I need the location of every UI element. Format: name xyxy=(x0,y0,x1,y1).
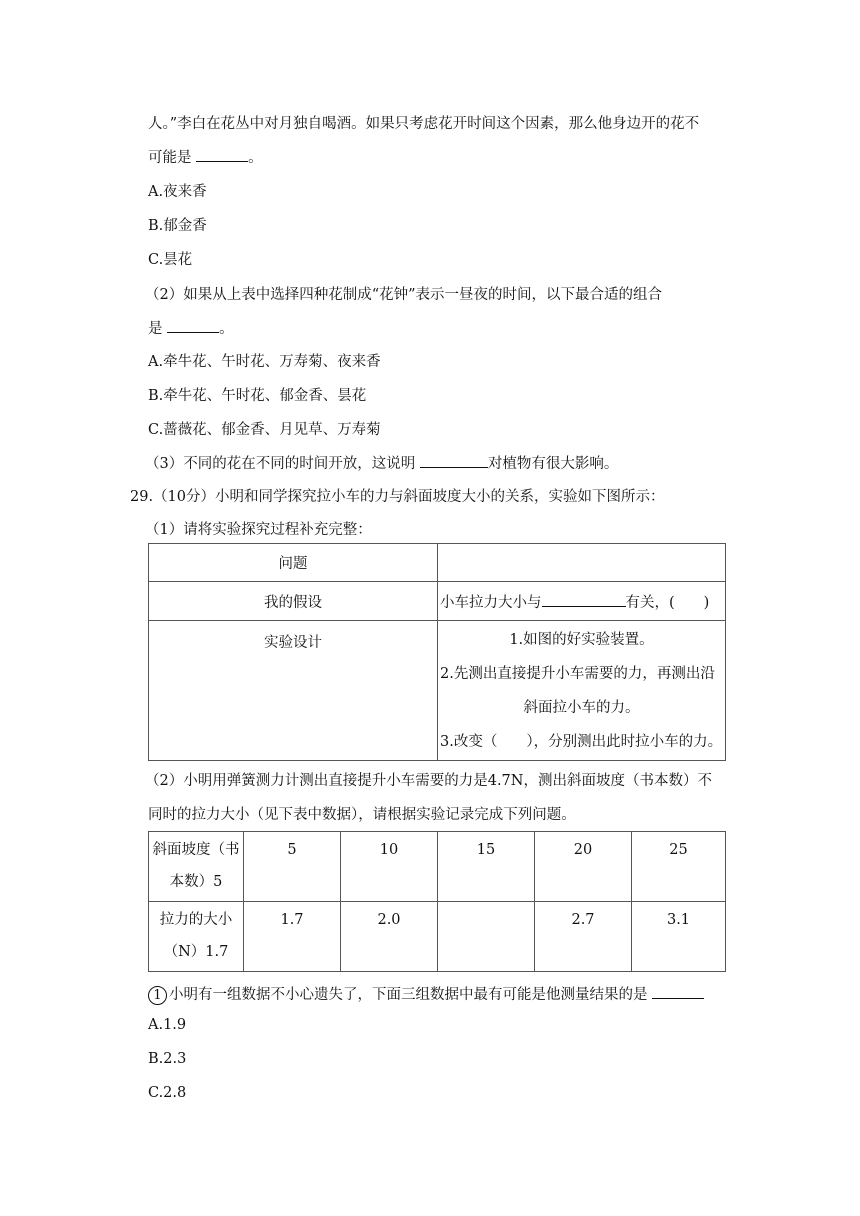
circled-number: 1 xyxy=(148,986,167,1005)
answer-blank[interactable] xyxy=(652,984,704,999)
design-step-2b: 斜面拉小车的力。 xyxy=(523,700,640,716)
hypothesis-pre: 小车拉力大小与 xyxy=(440,594,542,611)
design-step-1: 1.如图的好实验装置。 xyxy=(509,632,654,648)
slope-value: 20 xyxy=(535,832,632,902)
q29-sub2-q1-text: 小明有一组数据不小心遗失了，下面三组数据中最有可能是他测量结果的是 xyxy=(169,987,653,1003)
q28-sub2-stem: （2）如果从上表中选择四种花制成“花钟”表示一昼夜的时间，以下最合适的组合 xyxy=(145,287,663,303)
force-value: 3.1 xyxy=(632,902,726,972)
q28-sub2-option-a: A.牵牛花、午时花、万寿菊、夜来香 xyxy=(148,354,381,370)
q28-sub2-line2-text: 是 xyxy=(148,321,168,337)
q28-sub1-option-b: B.郁金香 xyxy=(148,218,207,234)
force-value: 2.7 xyxy=(535,902,632,972)
hypothesis-label: 我的假设 xyxy=(149,582,438,621)
force-label xyxy=(149,902,244,972)
hypothesis-blank[interactable] xyxy=(542,592,626,607)
slope-label-a: 斜面坡度（书 xyxy=(152,842,240,858)
q28-intro-line2-text: 可能是 xyxy=(148,150,197,166)
q29-sub2-stem-line2: 同时的拉力大小（见下表中数据），请根据实验记录完成下列问题。 xyxy=(148,807,576,823)
design-steps xyxy=(438,621,726,761)
q28-sub2-line2 xyxy=(148,317,234,338)
force-value: 2.0 xyxy=(341,902,438,972)
force-label-b: （N）1.7 xyxy=(163,944,229,960)
answer-blank[interactable] xyxy=(420,453,488,468)
q29-option-c: C.2.8 xyxy=(148,1085,187,1101)
q28-sub1-option-a: A.夜来香 xyxy=(148,184,207,200)
question-answer-cell[interactable] xyxy=(438,544,726,582)
q28-sub3-stem: （3）不同的花在不同的时间开放，这说明 xyxy=(145,456,420,472)
q28-sub1-option-c: C.昙花 xyxy=(148,252,193,268)
slope-value: 10 xyxy=(341,832,438,902)
q28-sub2-option-c: C.蔷薇花、郁金香、月见草、万寿菊 xyxy=(148,422,381,438)
experiment-table xyxy=(148,543,726,761)
slope-label xyxy=(149,832,244,902)
q28-sub3 xyxy=(145,452,618,473)
slope-value: 15 xyxy=(438,832,535,902)
force-value: 1.7 xyxy=(244,902,341,972)
slope-label-b: 本数）5 xyxy=(169,874,223,890)
force-label-a: 拉力的大小 xyxy=(159,912,233,928)
design-label: 实验设计 xyxy=(149,621,438,761)
q28-sub3-end: 对植物有很大影响。 xyxy=(487,456,619,472)
q28-intro-line2 xyxy=(148,146,263,167)
force-value-missing[interactable] xyxy=(438,902,535,972)
q29-option-a: A.1.9 xyxy=(148,1017,187,1033)
answer-blank[interactable] xyxy=(167,318,219,333)
slope-value: 5 xyxy=(244,832,341,902)
design-step-3: 3.改变（ ），分别测出此时拉小车的力。 xyxy=(440,734,723,750)
q28-intro-end: 。 xyxy=(248,150,263,166)
q28-intro-line1 xyxy=(148,112,699,133)
hypothesis-cell xyxy=(438,582,726,621)
q28-sub2-option-b: B.牵牛花、午时花、郁金香、昙花 xyxy=(148,388,367,404)
design-step-2a: 2.先测出直接提升小车需要的力，再测出沿 xyxy=(440,666,715,682)
data-table xyxy=(148,831,726,972)
q28-sub2-end: 。 xyxy=(219,321,234,337)
q29-option-b: B.2.3 xyxy=(148,1051,187,1067)
q29-sub2-stem-line1: （2）小明用弹簧测力计测出直接提升小车需要的力是4.7N，测出斜面坡度（书本数）不 xyxy=(145,773,712,789)
q29-sub2-q1 xyxy=(148,983,704,1005)
q29-sub1-stem: （1）请将实验探究过程补充完整： xyxy=(145,522,372,538)
q28-intro-text: 人。”李白在花丛中对月独自喝酒。如果只考虑花开时间这个因素，那么他身边开的花不 xyxy=(148,116,700,132)
answer-blank[interactable] xyxy=(196,147,248,162)
hypothesis-post: 有关，( ) xyxy=(625,594,710,611)
q29-title: 29.（10分）小明和同学探究拉小车的力与斜面坡度大小的关系，实验如下图所示： xyxy=(130,489,665,505)
slope-value: 25 xyxy=(632,832,726,902)
question-label: 问题 xyxy=(149,544,438,582)
